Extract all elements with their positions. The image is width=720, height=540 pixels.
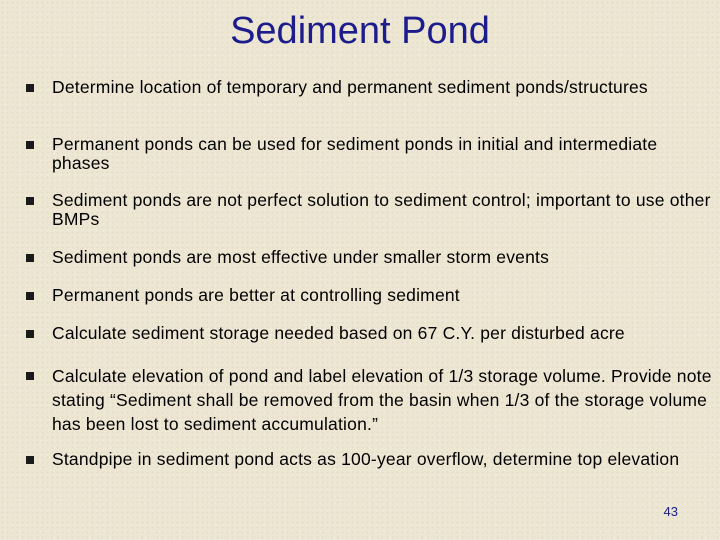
bullet-text: Sediment ponds are most effective under smaller storm events xyxy=(52,247,550,267)
bullet-item xyxy=(22,191,712,229)
square-bullet-icon xyxy=(26,254,34,262)
bullet-item xyxy=(22,450,679,469)
bullet-item xyxy=(22,78,648,97)
square-bullet-icon xyxy=(26,372,34,380)
square-bullet-icon xyxy=(26,456,34,464)
square-bullet-icon xyxy=(26,292,34,300)
bullet-text: Determine location of temporary and permanent sediment ponds/structures xyxy=(52,77,648,97)
bullet-text: Calculate elevation of pond and label elevation of 1/3 storage volume. Provide note stating “Sediment shall be removed from the basin when 1/3 of the storage volume has been lost to sediment accumulation.” xyxy=(52,366,712,434)
bullet-text: Permanent ponds are better at controlling sediment xyxy=(52,285,460,305)
bullet-item xyxy=(22,324,625,343)
square-bullet-icon xyxy=(26,330,34,338)
bullet-text: Standpipe in sediment pond acts as 100-year overflow, determine top elevation xyxy=(52,449,680,469)
bullet-item xyxy=(22,135,712,173)
bullet-item xyxy=(22,286,460,305)
slide-title: Sediment Pond xyxy=(230,10,490,52)
bullet-text: Calculate sediment storage needed based on 67 C.Y. per disturbed acre xyxy=(52,323,625,343)
page-number: 43 xyxy=(663,504,678,519)
bullet-item xyxy=(22,248,549,267)
square-bullet-icon xyxy=(26,141,34,149)
bullet-text: Sediment ponds are not perfect solution to sediment control; important to use other BMPs xyxy=(52,190,711,229)
square-bullet-icon xyxy=(26,197,34,205)
square-bullet-icon xyxy=(26,84,34,92)
bullet-text: Permanent ponds can be used for sediment ponds in initial and intermediate phases xyxy=(52,134,658,173)
bullet-item xyxy=(22,364,712,436)
